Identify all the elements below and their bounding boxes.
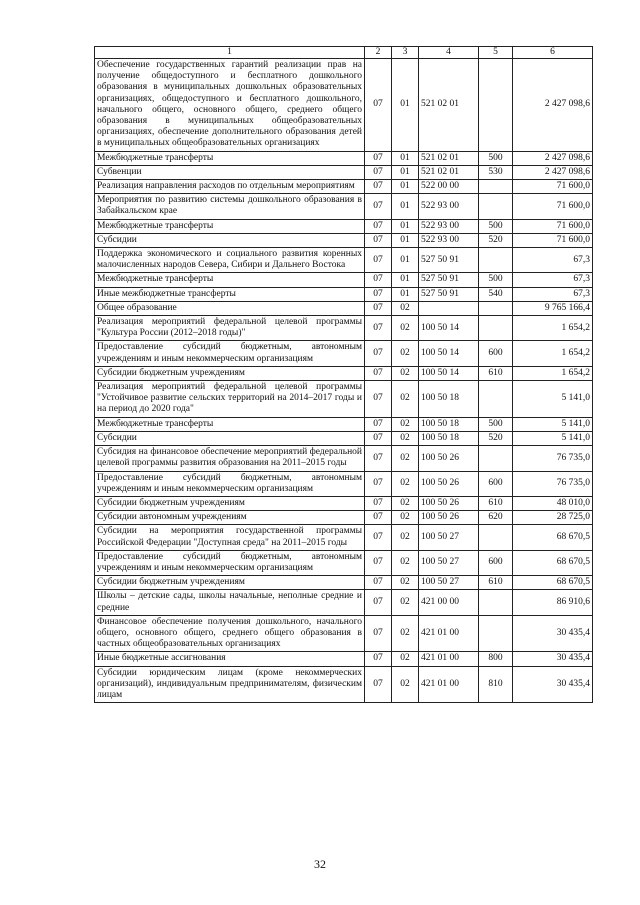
row-amount: 5 141,0 bbox=[513, 381, 593, 418]
table-row bbox=[95, 194, 593, 219]
row-section: 07 bbox=[365, 273, 392, 287]
row-subsection: 02 bbox=[392, 431, 419, 445]
row-expense-type: 520 bbox=[479, 233, 513, 247]
row-target-article: 100 50 14 bbox=[419, 366, 479, 380]
row-section: 07 bbox=[365, 417, 392, 431]
row-subsection: 01 bbox=[392, 219, 419, 233]
row-amount: 2 427 098,6 bbox=[513, 59, 593, 152]
table-row bbox=[95, 446, 593, 471]
row-name: Общее образование bbox=[95, 301, 365, 315]
row-name: Предоставление субсидий бюджетным, автономным учреждениям и иным некоммерческим организациям bbox=[95, 341, 365, 366]
row-amount: 5 141,0 bbox=[513, 417, 593, 431]
row-target-article: 521 02 01 bbox=[419, 59, 479, 152]
table-row bbox=[95, 233, 593, 247]
row-amount: 71 600,0 bbox=[513, 194, 593, 219]
row-expense-type: 530 bbox=[479, 165, 513, 179]
row-section: 07 bbox=[365, 511, 392, 525]
row-subsection: 01 bbox=[392, 180, 419, 194]
row-name: Поддержка экономического и социального развития коренных малочисленных народов Севера, Сибири и Дальнего Востока bbox=[95, 248, 365, 273]
row-amount: 1 654,2 bbox=[513, 341, 593, 366]
row-name: Межбюджетные трансферты bbox=[95, 273, 365, 287]
row-section: 07 bbox=[365, 233, 392, 247]
table-row bbox=[95, 471, 593, 496]
row-amount: 71 600,0 bbox=[513, 180, 593, 194]
row-name: Субсидии на мероприятия государственной программы Российской Федерации "Доступная среда" на 2011–2015 годы bbox=[95, 525, 365, 550]
row-section: 07 bbox=[365, 525, 392, 550]
row-expense-type: 600 bbox=[479, 341, 513, 366]
row-expense-type: 540 bbox=[479, 287, 513, 301]
row-subsection: 02 bbox=[392, 366, 419, 380]
table-row bbox=[95, 615, 593, 652]
header-cell-1: 1 bbox=[95, 47, 365, 59]
table-row bbox=[95, 417, 593, 431]
row-amount: 48 010,0 bbox=[513, 496, 593, 510]
row-amount: 9 765 166,4 bbox=[513, 301, 593, 315]
row-name: Предоставление субсидий бюджетным, автономным учреждениям и иным некоммерческим организациям bbox=[95, 471, 365, 496]
row-expense-type: 500 bbox=[479, 273, 513, 287]
row-expense-type: 620 bbox=[479, 511, 513, 525]
table-row bbox=[95, 381, 593, 418]
row-subsection: 02 bbox=[392, 496, 419, 510]
row-section: 07 bbox=[365, 180, 392, 194]
row-section: 07 bbox=[365, 576, 392, 590]
table-row bbox=[95, 165, 593, 179]
row-expense-type bbox=[479, 615, 513, 652]
row-target-article: 100 50 26 bbox=[419, 446, 479, 471]
row-target-article: 522 93 00 bbox=[419, 233, 479, 247]
row-target-article: 100 50 27 bbox=[419, 576, 479, 590]
table-row bbox=[95, 301, 593, 315]
row-section: 07 bbox=[365, 287, 392, 301]
row-name: Финансовое обеспечение получения дошкольного, начального общего, основного общего, среднего общего образования в частных общеобразовательных организациях bbox=[95, 615, 365, 652]
row-subsection: 02 bbox=[392, 666, 419, 703]
row-amount: 28 725,0 bbox=[513, 511, 593, 525]
row-expense-type: 500 bbox=[479, 219, 513, 233]
row-section: 07 bbox=[365, 341, 392, 366]
row-name: Субсидия на финансовое обеспечение мероприятий федеральной целевой программы развития образования на 2011–2015 годы bbox=[95, 446, 365, 471]
row-name: Межбюджетные трансферты bbox=[95, 151, 365, 165]
header-cell-3: 3 bbox=[392, 47, 419, 59]
row-target-article: 421 01 00 bbox=[419, 666, 479, 703]
row-target-article bbox=[419, 301, 479, 315]
row-name: Межбюджетные трансферты bbox=[95, 417, 365, 431]
row-amount: 67,3 bbox=[513, 287, 593, 301]
row-name: Субвенции bbox=[95, 165, 365, 179]
row-subsection: 02 bbox=[392, 525, 419, 550]
row-expense-type bbox=[479, 590, 513, 615]
row-expense-type bbox=[479, 301, 513, 315]
row-name: Школы – детские сады, школы начальные, неполные средние и средние bbox=[95, 590, 365, 615]
row-subsection: 01 bbox=[392, 233, 419, 247]
row-name: Субсидии бюджетным учреждениям bbox=[95, 576, 365, 590]
row-section: 07 bbox=[365, 652, 392, 666]
row-subsection: 01 bbox=[392, 194, 419, 219]
row-target-article: 100 50 26 bbox=[419, 471, 479, 496]
row-target-article: 521 02 01 bbox=[419, 151, 479, 165]
row-expense-type: 600 bbox=[479, 471, 513, 496]
row-target-article: 527 50 91 bbox=[419, 273, 479, 287]
table-row bbox=[95, 248, 593, 273]
row-target-article: 100 50 18 bbox=[419, 431, 479, 445]
row-subsection: 02 bbox=[392, 576, 419, 590]
row-section: 07 bbox=[365, 615, 392, 652]
table-row bbox=[95, 273, 593, 287]
row-subsection: 02 bbox=[392, 446, 419, 471]
row-expense-type bbox=[479, 381, 513, 418]
row-expense-type bbox=[479, 180, 513, 194]
row-section: 07 bbox=[365, 496, 392, 510]
row-target-article: 100 50 14 bbox=[419, 341, 479, 366]
row-name: Субсидии bbox=[95, 233, 365, 247]
table-row bbox=[95, 287, 593, 301]
row-name: Реализация мероприятий федеральной целевой программы "Устойчивое развитие сельских территорий на 2014–2017 годы и на период до 2020 года" bbox=[95, 381, 365, 418]
row-amount: 1 654,2 bbox=[513, 366, 593, 380]
row-target-article: 421 01 00 bbox=[419, 652, 479, 666]
row-subsection: 02 bbox=[392, 471, 419, 496]
row-section: 07 bbox=[365, 248, 392, 273]
table-row bbox=[95, 652, 593, 666]
row-amount: 76 735,0 bbox=[513, 471, 593, 496]
row-subsection: 02 bbox=[392, 652, 419, 666]
row-section: 07 bbox=[365, 316, 392, 341]
row-target-article: 100 50 18 bbox=[419, 381, 479, 418]
row-name: Мероприятия по развитию системы дошкольного образования в Забайкальском крае bbox=[95, 194, 365, 219]
row-section: 07 bbox=[365, 165, 392, 179]
header-cell-2: 2 bbox=[365, 47, 392, 59]
row-expense-type bbox=[479, 194, 513, 219]
table-row bbox=[95, 59, 593, 152]
page-number: 32 bbox=[314, 857, 326, 871]
row-section: 07 bbox=[365, 301, 392, 315]
row-amount: 5 141,0 bbox=[513, 431, 593, 445]
row-target-article: 100 50 27 bbox=[419, 550, 479, 575]
row-name: Предоставление субсидий бюджетным, автономным учреждениям и иным некоммерческим организациям bbox=[95, 550, 365, 575]
row-expense-type bbox=[479, 446, 513, 471]
row-subsection: 02 bbox=[392, 417, 419, 431]
row-section: 07 bbox=[365, 666, 392, 703]
row-subsection: 01 bbox=[392, 273, 419, 287]
row-expense-type: 500 bbox=[479, 151, 513, 165]
table-row bbox=[95, 576, 593, 590]
row-section: 07 bbox=[365, 471, 392, 496]
row-subsection: 02 bbox=[392, 341, 419, 366]
row-subsection: 02 bbox=[392, 590, 419, 615]
row-amount: 2 427 098,6 bbox=[513, 151, 593, 165]
table-row bbox=[95, 496, 593, 510]
row-target-article: 527 50 91 bbox=[419, 287, 479, 301]
header-row bbox=[95, 47, 593, 59]
row-subsection: 02 bbox=[392, 316, 419, 341]
row-amount: 30 435,4 bbox=[513, 666, 593, 703]
row-amount: 68 670,5 bbox=[513, 525, 593, 550]
row-subsection: 02 bbox=[392, 301, 419, 315]
row-target-article: 421 01 00 bbox=[419, 615, 479, 652]
row-subsection: 01 bbox=[392, 287, 419, 301]
row-subsection: 02 bbox=[392, 381, 419, 418]
row-subsection: 01 bbox=[392, 248, 419, 273]
row-subsection: 01 bbox=[392, 59, 419, 152]
row-expense-type bbox=[479, 59, 513, 152]
row-name: Реализация мероприятий федеральной целевой программы "Культура России (2012–2018 годы)" bbox=[95, 316, 365, 341]
row-name: Иные бюджетные ассигнования bbox=[95, 652, 365, 666]
row-amount: 71 600,0 bbox=[513, 233, 593, 247]
table-row bbox=[95, 180, 593, 194]
row-name: Субсидии юридическим лицам (кроме некоммерческих организаций), индивидуальным предпринимателям, физическим лицам bbox=[95, 666, 365, 703]
row-amount: 30 435,4 bbox=[513, 652, 593, 666]
row-section: 07 bbox=[365, 219, 392, 233]
row-amount: 67,3 bbox=[513, 273, 593, 287]
row-expense-type: 610 bbox=[479, 576, 513, 590]
table-row bbox=[95, 219, 593, 233]
row-amount: 71 600,0 bbox=[513, 219, 593, 233]
row-target-article: 522 00 00 bbox=[419, 180, 479, 194]
row-name: Реализация направления расходов по отдельным мероприятиям bbox=[95, 180, 365, 194]
row-section: 07 bbox=[365, 59, 392, 152]
row-section: 07 bbox=[365, 550, 392, 575]
row-section: 07 bbox=[365, 194, 392, 219]
header-cell-5: 5 bbox=[479, 47, 513, 59]
row-expense-type: 800 bbox=[479, 652, 513, 666]
row-expense-type: 610 bbox=[479, 366, 513, 380]
table-row bbox=[95, 511, 593, 525]
row-name: Субсидии бюджетным учреждениям bbox=[95, 366, 365, 380]
row-amount: 2 427 098,6 bbox=[513, 165, 593, 179]
row-amount: 30 435,4 bbox=[513, 615, 593, 652]
row-target-article: 522 93 00 bbox=[419, 194, 479, 219]
row-section: 07 bbox=[365, 446, 392, 471]
row-target-article: 100 50 18 bbox=[419, 417, 479, 431]
row-section: 07 bbox=[365, 151, 392, 165]
table-row bbox=[95, 316, 593, 341]
row-expense-type bbox=[479, 248, 513, 273]
row-name: Субсидии автономным учреждениям bbox=[95, 511, 365, 525]
row-expense-type: 610 bbox=[479, 496, 513, 510]
table-row bbox=[95, 590, 593, 615]
budget-table-body bbox=[95, 47, 593, 703]
row-section: 07 bbox=[365, 381, 392, 418]
row-section: 07 bbox=[365, 590, 392, 615]
table-row bbox=[95, 666, 593, 703]
budget-table bbox=[94, 46, 593, 703]
row-expense-type: 520 bbox=[479, 431, 513, 445]
row-subsection: 02 bbox=[392, 615, 419, 652]
row-expense-type: 500 bbox=[479, 417, 513, 431]
row-amount: 67,3 bbox=[513, 248, 593, 273]
row-expense-type: 810 bbox=[479, 666, 513, 703]
row-target-article: 100 50 14 bbox=[419, 316, 479, 341]
row-name: Субсидии bbox=[95, 431, 365, 445]
row-amount: 68 670,5 bbox=[513, 550, 593, 575]
row-amount: 68 670,5 bbox=[513, 576, 593, 590]
row-target-article: 522 93 00 bbox=[419, 219, 479, 233]
row-expense-type bbox=[479, 316, 513, 341]
row-target-article: 100 50 26 bbox=[419, 511, 479, 525]
row-name: Иные межбюджетные трансферты bbox=[95, 287, 365, 301]
row-target-article: 521 02 01 bbox=[419, 165, 479, 179]
row-target-article: 100 50 27 bbox=[419, 525, 479, 550]
row-section: 07 bbox=[365, 431, 392, 445]
row-amount: 86 910,6 bbox=[513, 590, 593, 615]
row-amount: 76 735,0 bbox=[513, 446, 593, 471]
row-subsection: 02 bbox=[392, 511, 419, 525]
row-target-article: 527 50 91 bbox=[419, 248, 479, 273]
row-subsection: 02 bbox=[392, 550, 419, 575]
header-cell-4: 4 bbox=[419, 47, 479, 59]
table-row bbox=[95, 366, 593, 380]
table-row bbox=[95, 431, 593, 445]
row-subsection: 01 bbox=[392, 165, 419, 179]
row-expense-type bbox=[479, 525, 513, 550]
row-subsection: 01 bbox=[392, 151, 419, 165]
table-row bbox=[95, 525, 593, 550]
table-row bbox=[95, 550, 593, 575]
row-name: Обеспечение государственных гарантий реализации прав на получение общедоступного и бесплатного дошкольного образования в муниципальных дошкольных образовательных организациях, общедоступного и бесплатного дошкольного, начального общего, основного общего, среднего общего образования в муниципальных общеобразовательных организациях, обеспечение дополнительного образования детей в муниципальных общеобразовательных организациях bbox=[95, 59, 365, 152]
row-target-article: 421 00 00 bbox=[419, 590, 479, 615]
header-cell-6: 6 bbox=[513, 47, 593, 59]
row-target-article: 100 50 26 bbox=[419, 496, 479, 510]
row-name: Межбюджетные трансферты bbox=[95, 219, 365, 233]
table-row bbox=[95, 151, 593, 165]
row-name: Субсидии бюджетным учреждениям bbox=[95, 496, 365, 510]
row-expense-type: 600 bbox=[479, 550, 513, 575]
row-section: 07 bbox=[365, 366, 392, 380]
table-row bbox=[95, 341, 593, 366]
row-amount: 1 654,2 bbox=[513, 316, 593, 341]
